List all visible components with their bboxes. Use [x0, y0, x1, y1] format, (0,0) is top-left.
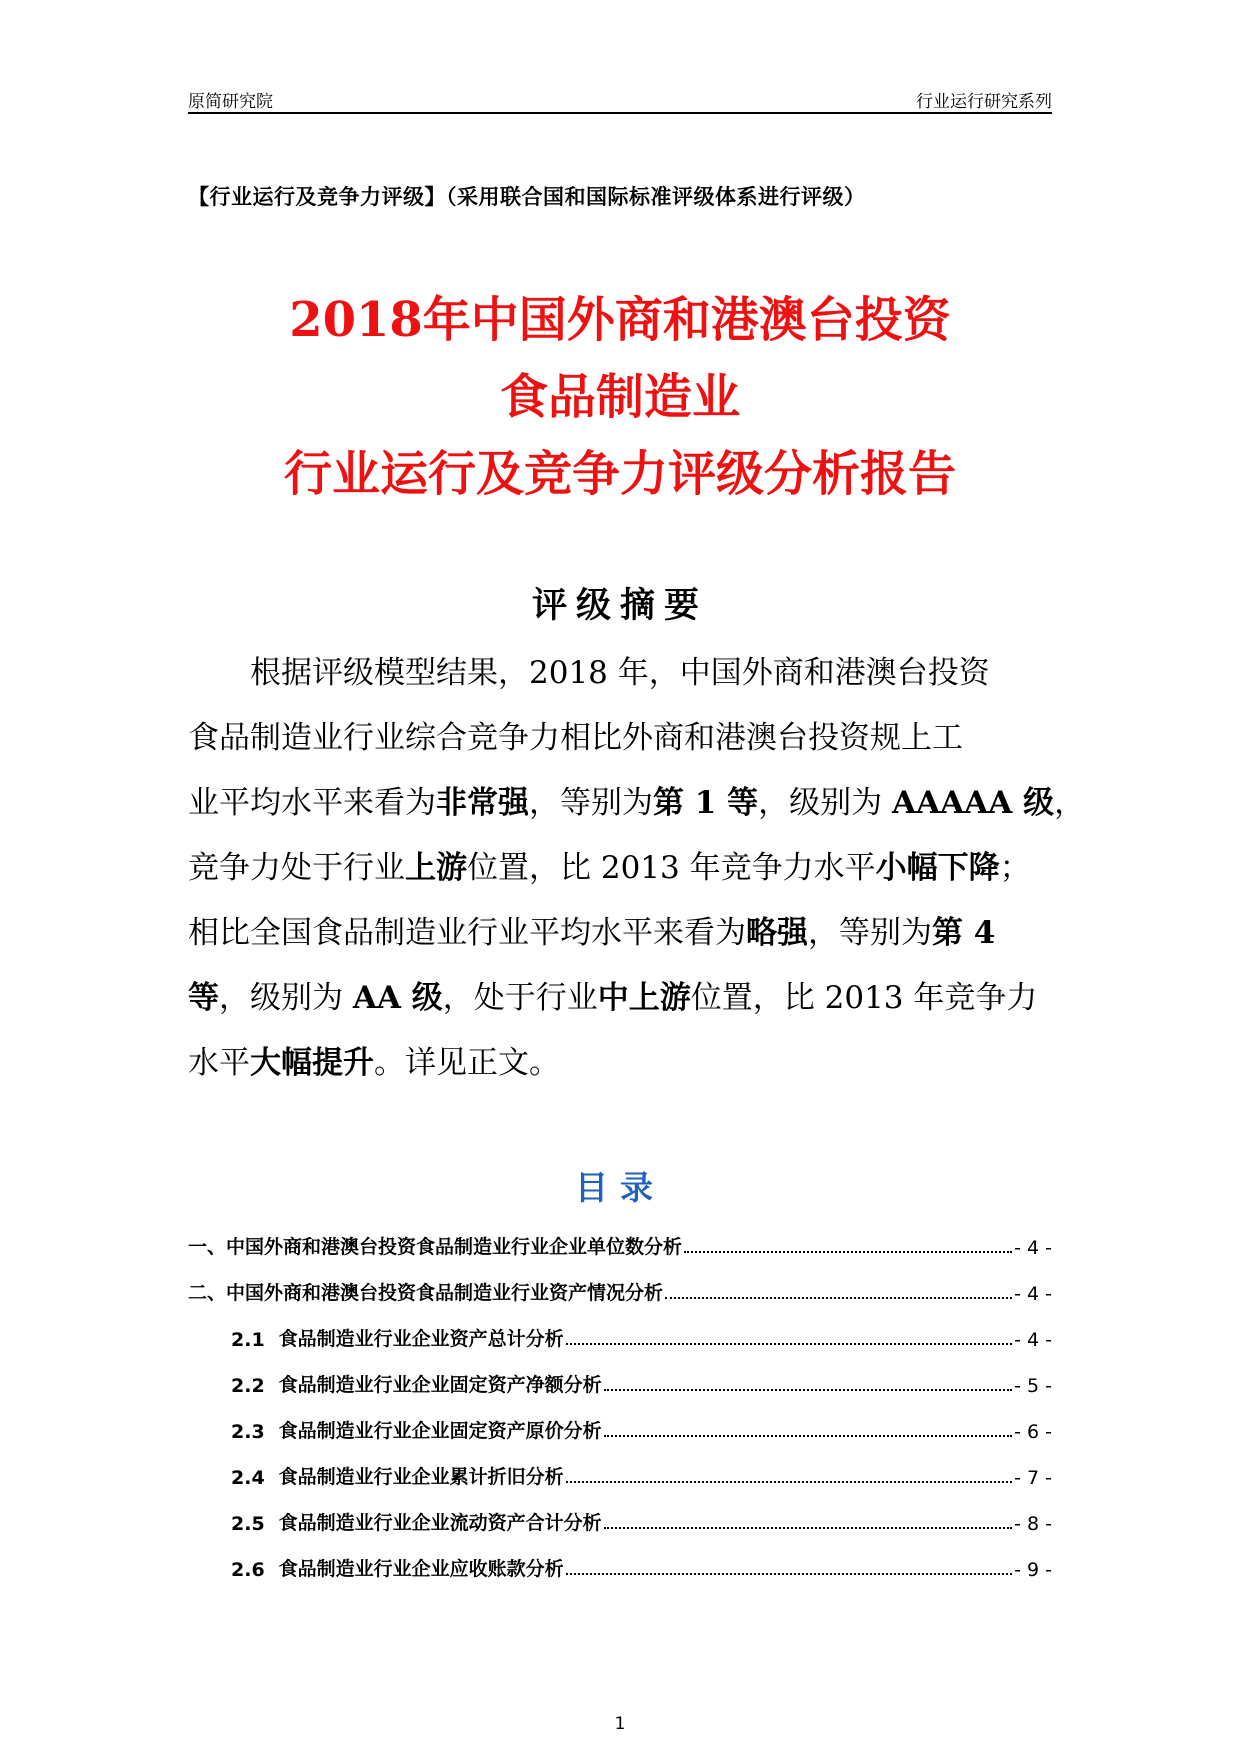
header-org: 原简研究院: [188, 92, 273, 112]
summary-line: [188, 1031, 1052, 1096]
toc-entry-label: 食品制造业行业企业流动资产合计分析: [278, 1512, 602, 1534]
summary-text: ；: [999, 850, 1031, 886]
toc-entry[interactable]: [188, 1489, 1052, 1535]
header-series: 行业运行研究系列: [916, 92, 1052, 112]
summary-emphasis: 小幅下降: [875, 850, 1000, 886]
summary-text: ，等别为: [529, 785, 653, 821]
summary-line: [188, 706, 1052, 771]
toc-entry-number: 2.5: [231, 1513, 265, 1535]
toc-leader-dots: [566, 1573, 1012, 1575]
toc-entry[interactable]: [188, 1259, 1052, 1305]
summary-text: 根据评级模型结果，2018 年，中国外商和港澳台投资: [188, 655, 990, 691]
title-line-1: 2018年中国外商和港澳台投资: [289, 292, 951, 348]
page-header: [188, 82, 1052, 114]
summary-text: ，: [1054, 785, 1086, 821]
summary-text: ，级别为: [219, 980, 353, 1016]
summary-paragraph: [188, 641, 1086, 1096]
toc-leader-dots: [604, 1389, 1012, 1391]
summary-emphasis: 中上游: [597, 980, 691, 1016]
title-line-3: 行业运行及竞争力评级分析报告: [283, 446, 956, 502]
toc-entry-number: 2.3: [231, 1421, 265, 1443]
summary-text: 位置，比 2013 年竞争力: [690, 980, 1038, 1016]
summary-emphasis: 第 1 等: [653, 785, 759, 821]
rating-note: 【行业运行及竞争力评级】（采用联合国和国际标准评级体系进行评级）: [188, 185, 866, 209]
toc-entry[interactable]: [188, 1213, 1052, 1259]
toc-entry-page: - 4 -: [1014, 1237, 1052, 1259]
summary-line: [188, 836, 1052, 901]
toc-entry-number: 2.4: [231, 1467, 265, 1489]
summary-text: ，等别为: [808, 915, 932, 951]
toc-heading: 目录: [575, 1168, 665, 1207]
summary-line: [188, 966, 1052, 1031]
summary-emphasis: 大幅提升: [250, 1045, 374, 1081]
toc-entry-page: - 7 -: [1014, 1467, 1052, 1489]
toc-leader-dots: [566, 1481, 1012, 1483]
report-title: [0, 282, 1240, 513]
title-line-2: 食品制造业: [499, 369, 740, 425]
toc-entry-number: 2.6: [231, 1559, 265, 1581]
summary-text: 水平: [188, 1045, 250, 1081]
summary-emphasis: 非常强: [436, 785, 529, 821]
toc-entry-page: - 8 -: [1014, 1513, 1052, 1535]
toc-entry-label: 食品制造业行业企业累计折旧分析: [278, 1466, 564, 1488]
toc-entry-page: - 4 -: [1014, 1283, 1052, 1305]
summary-line: [188, 771, 1086, 836]
toc-entry-page: - 4 -: [1014, 1329, 1052, 1351]
summary-emphasis: AA 级: [352, 980, 443, 1016]
toc-entry[interactable]: [188, 1535, 1052, 1581]
summary-emphasis: AAAAA 级: [892, 785, 1055, 821]
toc-entry-number: 2.1: [231, 1329, 265, 1351]
toc-entry[interactable]: [188, 1397, 1052, 1443]
summary-text: 相比全国食品制造业行业平均水平来看为: [188, 915, 746, 951]
summary-text: 业平均水平来看为: [188, 785, 436, 821]
toc-entry-label: 食品制造业行业企业固定资产原价分析: [278, 1420, 602, 1442]
toc-entry-page: - 5 -: [1014, 1375, 1052, 1397]
toc-entry[interactable]: [188, 1305, 1052, 1351]
summary-text: 。详见正文。: [374, 1045, 560, 1081]
summary-emphasis: 第 4: [932, 915, 996, 951]
summary-text: 位置，比 2013 年竞争力水平: [467, 850, 876, 886]
toc-entry-page: - 9 -: [1014, 1559, 1052, 1581]
summary-emphasis: 略强: [746, 915, 808, 951]
summary-text: 竞争力处于行业: [188, 850, 405, 886]
summary-line: [188, 901, 1052, 966]
toc-entry-label: 中国外商和港澳台投资食品制造业行业资产情况分析: [226, 1282, 664, 1304]
summary-heading: 评级摘要: [531, 586, 708, 626]
toc-entry-number: 二、: [188, 1282, 227, 1304]
toc-entry-number: 一、: [188, 1236, 227, 1258]
toc-leader-dots: [684, 1251, 1012, 1253]
toc-leader-dots: [604, 1435, 1012, 1437]
summary-line: [188, 641, 1052, 706]
toc-entry[interactable]: [188, 1351, 1052, 1397]
summary-text: ，处于行业: [442, 980, 598, 1016]
summary-text: ，级别为: [758, 785, 893, 821]
toc-entry[interactable]: [188, 1443, 1052, 1489]
toc-entry-number: 2.2: [231, 1375, 265, 1397]
summary-emphasis: 等: [188, 980, 219, 1016]
summary-emphasis: 上游: [405, 850, 467, 886]
toc-entry-label: 食品制造业行业企业固定资产净额分析: [278, 1374, 602, 1396]
toc-entry-label: 食品制造业行业企业应收账款分析: [278, 1558, 564, 1580]
toc-entry-label: 中国外商和港澳台投资食品制造业行业企业单位数分析: [226, 1236, 683, 1258]
toc-leader-dots: [604, 1527, 1012, 1529]
toc-leader-dots: [566, 1343, 1012, 1345]
toc-leader-dots: [665, 1297, 1012, 1299]
summary-text: 食品制造业行业综合竞争力相比外商和港澳台投资规上工: [188, 720, 963, 756]
toc-entry-page: - 6 -: [1014, 1421, 1052, 1443]
table-of-contents: [188, 1213, 1052, 1581]
toc-entry-label: 食品制造业行业企业资产总计分析: [278, 1328, 564, 1350]
page-number: 1: [614, 1714, 626, 1734]
